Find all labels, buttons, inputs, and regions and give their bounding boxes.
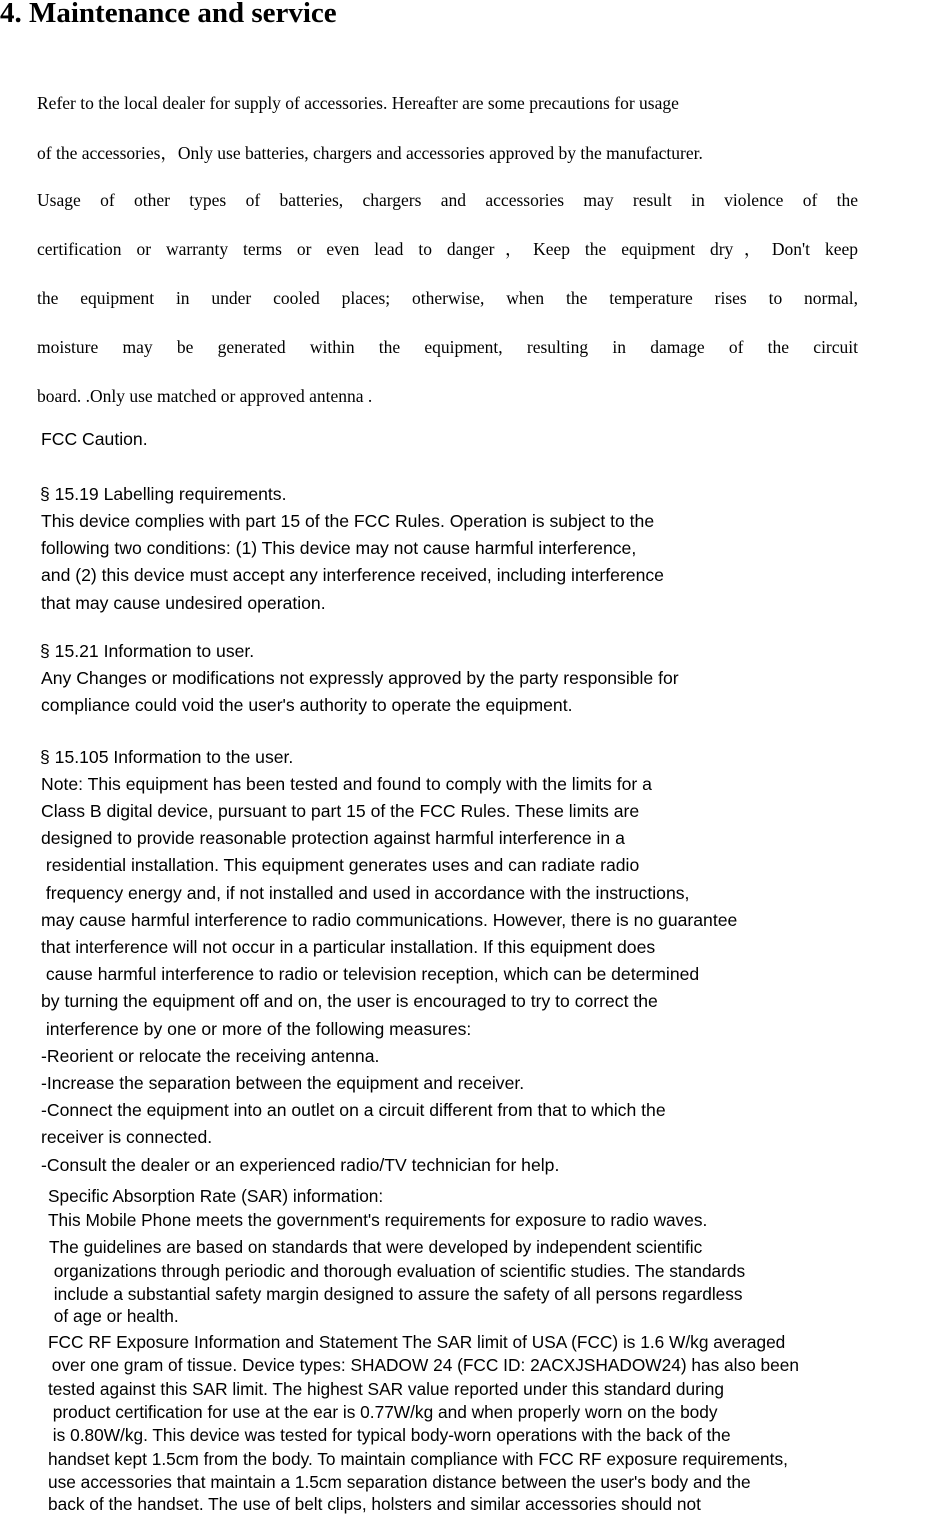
section-heading: 4. Maintenance and service xyxy=(0,0,337,29)
info-to-the-user-line: that interference will not occur in a particular installation. If this equipment does xyxy=(41,937,656,957)
intro-line: Refer to the local dealer for supply of accessories. Hereafter are some precautions for usage xyxy=(37,93,679,113)
info-to-the-user-line: may cause harmful interference to radio communications. However, there is no guarantee xyxy=(41,910,738,930)
measure-item: -Connect the equipment into an outlet on a circuit different from that to which the xyxy=(41,1100,666,1120)
sar-line: tested against this SAR limit. The highest SAR value reported under this standard during xyxy=(48,1379,724,1399)
info-to-the-user-line: interference by one or more of the following measures: xyxy=(41,1019,472,1039)
measure-item: receiver is connected. xyxy=(41,1127,213,1147)
info-to-the-user-line: residential installation. This equipment generates uses and can radiate radio xyxy=(41,855,640,875)
intro-line: of the accessories，Only use batteries, chargers and accessories approved by the manufacturer. xyxy=(37,143,703,163)
info-to-user-line: compliance could void the user's authority to operate the equipment. xyxy=(41,695,573,715)
intro-line: board. .Only use matched or approved antenna . xyxy=(37,386,373,406)
info-to-user-line: Any Changes or modifications not expressly approved by the party responsible for xyxy=(41,668,679,688)
sar-line: This Mobile Phone meets the government's requirements for exposure to radio waves. xyxy=(48,1210,708,1230)
sar-line: over one gram of tissue. Device types: SHADOW 24 (FCC ID: 2ACXJSHADOW24) has also been xyxy=(47,1355,800,1375)
info-to-the-user-heading: § 15.105 Information to the user. xyxy=(40,747,294,767)
sar-line: is 0.80W/kg. This device was tested for typical body-worn operations with the back of the xyxy=(48,1425,731,1445)
intro-line: certification or warranty terms or even lead to danger，Keep the equipment dry，Don't keep xyxy=(37,239,858,259)
labelling-line: following two conditions: (1) This device may not cause harmful interference, xyxy=(41,538,637,558)
fcc-caution-title: FCC Caution. xyxy=(41,429,148,449)
info-to-the-user-line: frequency energy and, if not installed and used in accordance with the instructions, xyxy=(41,883,690,903)
sar-heading: Specific Absorption Rate (SAR) information: xyxy=(48,1186,384,1206)
intro-line: Usage of other types of batteries, chargers and accessories may result in violence of the xyxy=(37,190,858,210)
intro-line: the equipment in under cooled places; otherwise, when the temperature rises to normal, xyxy=(37,288,858,308)
sar-line: include a substantial safety margin designed to assure the safety of all persons regardless xyxy=(49,1284,743,1304)
sar-line: of age or health. xyxy=(49,1306,179,1326)
intro-line: moisture may be generated within the equipment, resulting in damage of the circuit xyxy=(37,337,858,357)
info-to-the-user-line: Class B digital device, pursuant to part 15 of the FCC Rules. These limits are xyxy=(41,801,640,821)
info-to-user-heading: § 15.21 Information to user. xyxy=(40,641,255,661)
measure-item: -Consult the dealer or an experienced radio/TV technician for help. xyxy=(41,1155,560,1175)
sar-line: back of the handset. The use of belt clips, holsters and similar accessories should not xyxy=(48,1494,701,1514)
sar-line: FCC RF Exposure Information and Statement The SAR limit of USA (FCC) is 1.6 W/kg averaged xyxy=(48,1332,786,1352)
sar-line: use accessories that maintain a 1.5cm separation distance between the user's body and the xyxy=(48,1472,751,1492)
info-to-the-user-line: by turning the equipment off and on, the user is encouraged to try to correct the xyxy=(41,991,658,1011)
sar-line: organizations through periodic and thorough evaluation of scientific studies. The standards xyxy=(49,1261,746,1281)
measure-item: -Increase the separation between the equipment and receiver. xyxy=(41,1073,525,1093)
info-to-the-user-line: Note: This equipment has been tested and found to comply with the limits for a xyxy=(41,774,652,794)
sar-line: handset kept 1.5cm from the body. To maintain compliance with FCC RF exposure requirements, xyxy=(48,1449,788,1469)
labelling-line: This device complies with part 15 of the FCC Rules. Operation is subject to the xyxy=(41,511,655,531)
info-to-the-user-line: designed to provide reasonable protection against harmful interference in a xyxy=(41,828,625,848)
sar-line: product certification for use at the ear is 0.77W/kg and when properly worn on the body xyxy=(48,1402,718,1422)
measure-item: -Reorient or relocate the receiving antenna. xyxy=(41,1046,380,1066)
sar-line: The guidelines are based on standards that were developed by independent scientific xyxy=(49,1237,703,1257)
labelling-line: that may cause undesired operation. xyxy=(41,593,326,613)
labelling-heading: § 15.19 Labelling requirements. xyxy=(40,484,287,504)
labelling-line: and (2) this device must accept any interference received, including interference xyxy=(41,565,664,585)
info-to-the-user-line: cause harmful interference to radio or television reception, which can be determined xyxy=(41,964,700,984)
